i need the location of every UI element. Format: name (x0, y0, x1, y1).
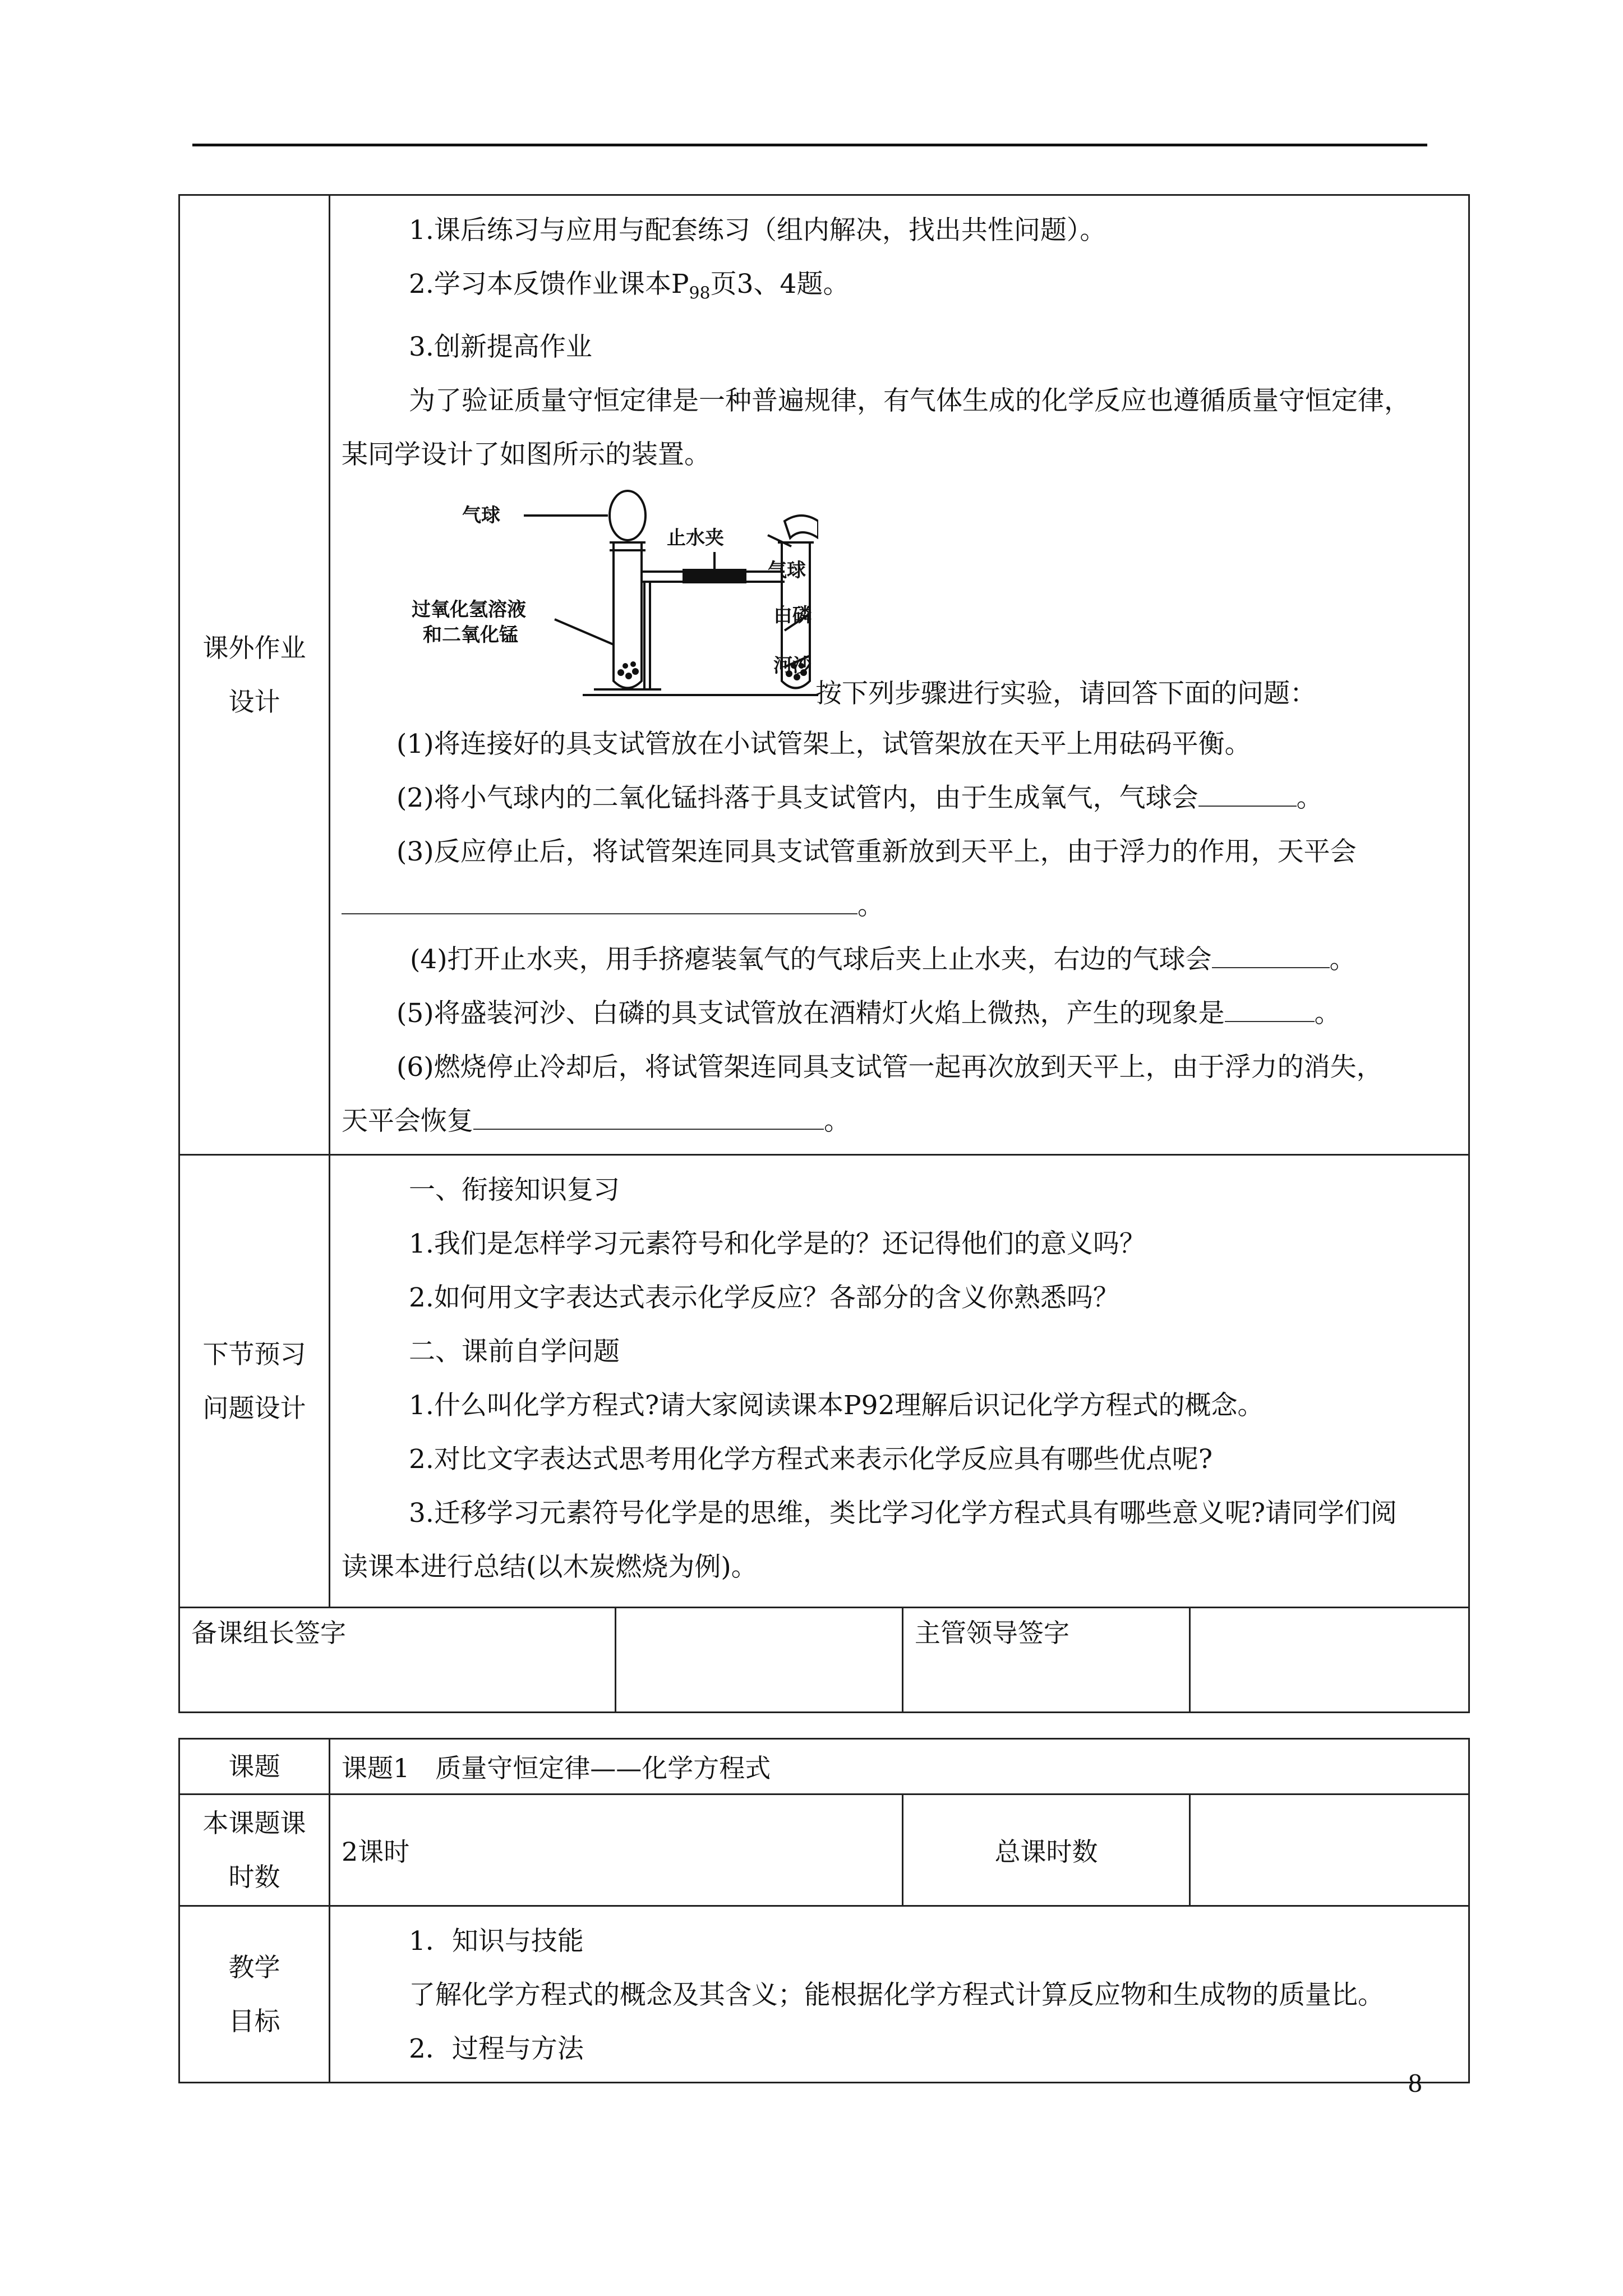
hours-label-line-2: 时数 (228, 1862, 280, 1892)
right-balloon-shape (785, 516, 818, 538)
label-balloon-right: 气球 (768, 559, 806, 582)
step-5-text: (5)将盛装河沙、白磷的具支试管放在酒精灯火焰上微热，产生的现象是 (396, 998, 1225, 1029)
after-diagram-text: 按下列步骤进行实验，请回答下面的问题： (815, 678, 1316, 710)
step-4-text: (4)打开止水夹，用手挤瘪装氧气的气球后夹上止水夹，右边的气球会 (410, 944, 1212, 976)
step-6-blank (473, 1104, 824, 1130)
hours-label-line-1: 本课题课 (202, 1808, 306, 1838)
label-reagent-line-1: 过氧化氢溶液 (412, 599, 526, 622)
total-hours-value-cell[interactable] (1190, 1795, 1469, 1906)
page-number: 8 (1408, 2070, 1423, 2097)
homework-row (179, 195, 1469, 1155)
homework-line-4: 为了验证质量守恒定律是一种普遍规律，有气体生成的化学反应也遵循质量守恒定律， (409, 385, 1410, 417)
homework-label-line-1: 课外作业 (202, 633, 306, 664)
preview-line-2: 1.我们是怎样学习元素符号和化学是的？还记得他们的意义吗？ (409, 1228, 1146, 1260)
apparatus-diagram-row (342, 482, 1457, 717)
homework-line-2 (342, 257, 1457, 320)
step-3-blank (342, 889, 857, 914)
step-4-blank (1212, 942, 1330, 968)
header-rule (192, 144, 1427, 146)
hours-row (179, 1795, 1469, 1906)
total-hours-label: 总课时数 (994, 1837, 1098, 1867)
preview-line-1: 一、衔接知识复习 (409, 1175, 620, 1206)
group-leader-label-cell (179, 1608, 616, 1713)
hours-value: 2课时 (342, 1837, 410, 1867)
label-reagent-line-2: 和二氧化锰 (423, 624, 518, 647)
signature-row (179, 1608, 1469, 1713)
homework-page-subscript: 98 (689, 283, 711, 303)
goal-line-3: 2．过程与方法 (409, 2033, 584, 2064)
topic-row (179, 1739, 1469, 1795)
label-sand: 河沙 (773, 655, 811, 678)
step-5-period: 。 (1314, 998, 1341, 1029)
topic-value: 课题1 质量守恒定律——化学方程式 (342, 1753, 771, 1783)
label-balloon-left: 气球 (462, 504, 500, 527)
label-white-phosphorus: 白磷 (773, 604, 811, 627)
preview-line-3: 2.如何用文字表达式表示化学反应？各部分的含义你熟悉吗？ (409, 1282, 1119, 1314)
preview-line-4: 二、课前自学问题 (409, 1336, 620, 1368)
preview-row (179, 1155, 1469, 1608)
homework-line-2-prefix: 2.学习本反馈作业课本P (409, 269, 689, 300)
step-3-continued (342, 879, 1457, 933)
step-3-period: 。 (857, 890, 884, 922)
goal-label-line-1: 教学 (228, 1952, 280, 1982)
goal-label-line-2: 目标 (228, 2006, 280, 2036)
goal-content-cell (330, 1906, 1469, 2083)
group-leader-label: 备课组长签字 (191, 1618, 346, 1649)
step-4-period: 。 (1329, 944, 1356, 976)
homework-label-cell (179, 195, 330, 1155)
homework-content-cell (330, 195, 1469, 1155)
step-2-period: 。 (1296, 783, 1323, 814)
goal-line-1: 1．知识与技能 (409, 1926, 584, 1957)
supervisor-signature-cell[interactable] (1190, 1608, 1469, 1713)
homework-line-3: 3.创新提高作业 (409, 332, 592, 363)
topic-label-cell (179, 1739, 330, 1795)
preview-line-6: 2.对比文字表达式思考用化学方程式来表示化学反应具有哪些优点呢? (409, 1444, 1213, 1475)
preview-label-line-2: 问题设计 (202, 1393, 306, 1424)
homework-line-2-suffix: 页3、4题。 (710, 269, 850, 300)
preview-line-5: 1.什么叫化学方程式?请大家阅读课本P92理解后识记化学方程式的概念。 (409, 1390, 1264, 1421)
hours-value-cell (330, 1795, 903, 1906)
step-1: (1)将连接好的具支试管放在小试管架上，试管架放在天平上用砝码平衡。 (396, 729, 1251, 760)
goal-row (179, 1906, 1469, 2083)
preview-line-7: 3.迁移学习元素符号化学是的思维，类比学习化学方程式具有哪些意义呢?请同学们阅 (409, 1498, 1398, 1529)
group-leader-signature-cell[interactable] (616, 1608, 903, 1713)
step-5-blank (1225, 996, 1315, 1022)
homework-label-line-2: 设计 (228, 687, 280, 717)
step-5 (342, 987, 1457, 1041)
homework-line-1: 1.课后练习与应用与配套练习（组内解决，找出共性问题）。 (409, 215, 1106, 246)
goal-label-cell (179, 1906, 330, 2083)
step-6: (6)燃烧停止冷却后，将试管架连同具支试管一起再次放到天平上，由于浮力的消失， (396, 1052, 1383, 1083)
step-3: (3)反应停止后，将试管架连同具支试管重新放到天平上，由于浮力的作用，天平会 (396, 836, 1357, 868)
left-balloon-shape (610, 491, 645, 540)
topic-label: 课题 (228, 1751, 280, 1782)
step-2 (342, 771, 1457, 825)
label-clamp: 止水夹 (667, 527, 724, 550)
lesson-plan-table-1 (178, 194, 1470, 1713)
lesson-plan-table-2 (178, 1738, 1470, 2083)
preview-line-8: 读课本进行总结(以木炭燃烧为例)。 (342, 1552, 758, 1583)
supervisor-label-cell (903, 1608, 1190, 1713)
step-6-continued (342, 1094, 1457, 1148)
step-6-cont-text: 天平会恢复 (342, 1106, 473, 1137)
preview-label-cell (179, 1155, 330, 1608)
topic-value-cell (330, 1739, 1469, 1795)
step-2-text: (2)将小气球内的二氧化锰抖落于具支试管内，由于生成氧气，气球会 (396, 783, 1198, 814)
homework-line-5: 某同学设计了如图所示的装置。 (342, 439, 711, 471)
clamp-shape (684, 570, 745, 582)
supervisor-label: 主管领导签字 (915, 1618, 1069, 1649)
hours-label-cell (179, 1795, 330, 1906)
step-4 (342, 933, 1457, 987)
step-6-period: 。 (824, 1106, 850, 1137)
preview-content-cell (330, 1155, 1469, 1608)
goal-line-2: 了解化学方程式的概念及其含义；能根据化学方程式计算反应物和生成物的质量比。 (409, 1980, 1384, 2010)
total-hours-label-cell (903, 1795, 1190, 1906)
preview-label-line-1: 下节预习 (202, 1339, 306, 1370)
step-2-blank (1198, 781, 1297, 807)
